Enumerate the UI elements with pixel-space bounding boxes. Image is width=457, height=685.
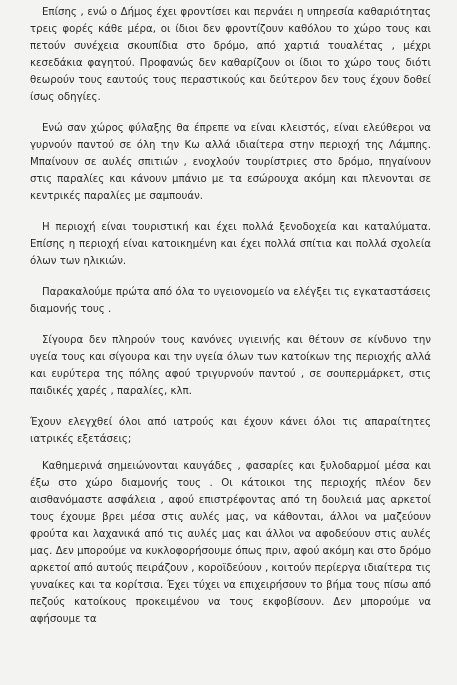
- paragraph-free-movement: Ενώ σαν χώρος φύλαξης θα έπρεπε να είναι κλειστός, είναι ελεύθεροι να γυρνούν παντού σε όλη την Κω αλλά ιδιαίτερα στην περιοχή της Λάμπης. Μπαίνουν σε αυλές σπιτιών , ενοχλούν τουρίστριες στο δρόμο, πηγαίνουν στις παραλίες και κάνουν μπάνιο με τα εσώρουχα ακόμη και πλενονται σε κεντρικές παραλίες με σαμπουάν.: [30, 123, 431, 202]
- paragraph-medical-exams-question: Έχουν ελεγχθεί όλοι από ιατρούς και έχουν κάνει όλοι τις απαραίτητες ιατρικές εξετάσεις;: [30, 417, 431, 445]
- paragraph-cleanliness: Επίσης , ενώ ο Δήμος έχει φροντίσει και περνάει η υπηρεσία καθαριότητας τρεις φορές κάθε μέρα, οι ίδιοι δεν φροντίζουν καθόλου το χώρο τους και πετούν συνέχεια σκουπίδια στο δρόμο, από χαρτιά τουαλέτας , μέχρι κεσεδάκια φαγητού. Προφανώς δεν καθαρίζουν οι ίδιοι το χώρο τους διότι θεωρούν τους εαυτούς τους περαστικούς και δεύτερον δεν τους έχουν δοθεί ίσως οδηγίες.: [30, 7, 431, 103]
- paragraph-area-description: Η περιοχή είναι τουριστική και έχει πολλά ξενοδοχεία και καταλύματα. Επίσης η περιοχή είναι κατοικημένη και έχει πολλά σπίτια και πολλά σχολεία όλων των ηλικιών.: [30, 222, 431, 267]
- paragraph-health-inspection-request: Παρακαλούμε πρώτα από όλα το υγειονομείο να ελέγξει τις εγκαταστάσεις διαμονής τους .: [30, 287, 431, 315]
- paragraph-hygiene-rules: Σίγουρα δεν πληρούν τους κανόνες υγιεινής και θέτουν σε κίνδυνο την υγεία τους και σίγουρα και την υγεία όλων των κατοίκων της περιοχής αλλά και ευρύτερα της πόλης αφού τριγυρνούν παντού , σε σουπερμάρκετ, στις παιδικές χαρές , παραλίες, κλπ.: [30, 335, 431, 397]
- paragraph-daily-incidents: Καθημερινά σημειώνονται καυγάδες , φασαρίες και ξυλοδαρμοί μέσα και έξω στο χώρο διαμονής τους . Οι κάτοικοι της περιοχής πλέον δεν αισθανόμαστε ασφάλεια , αφού επιστρέφοντας από τη δουλειά μας αρκετοί τους έχουμε βρει μέσα στις αυλές μας, να κάθονται, άλλοι να μαζεύουν φρούτα και λαχανικά από τις αυλές μας και άλλοι να αφοδεύουν στις αυλές μας. Δεν μπορούμε να κυκλοφορήσουμε όπως πριν, αφού ακόμη και στο δρόμο αρκετοί από αυτούς πειράζουν , κοροϊδεύουν , κοιτούν περίεργα ιδιαίτερα τις γυναίκες και τα κορίτσια. Έχει τύχει να επιχειρήσουν το βήμα τους πίσω από πεζούς κατοίκους προκειμένου να τους εκφοβίσουν. Δεν μπορούμε να αφήσουμε τα: [30, 461, 431, 625]
